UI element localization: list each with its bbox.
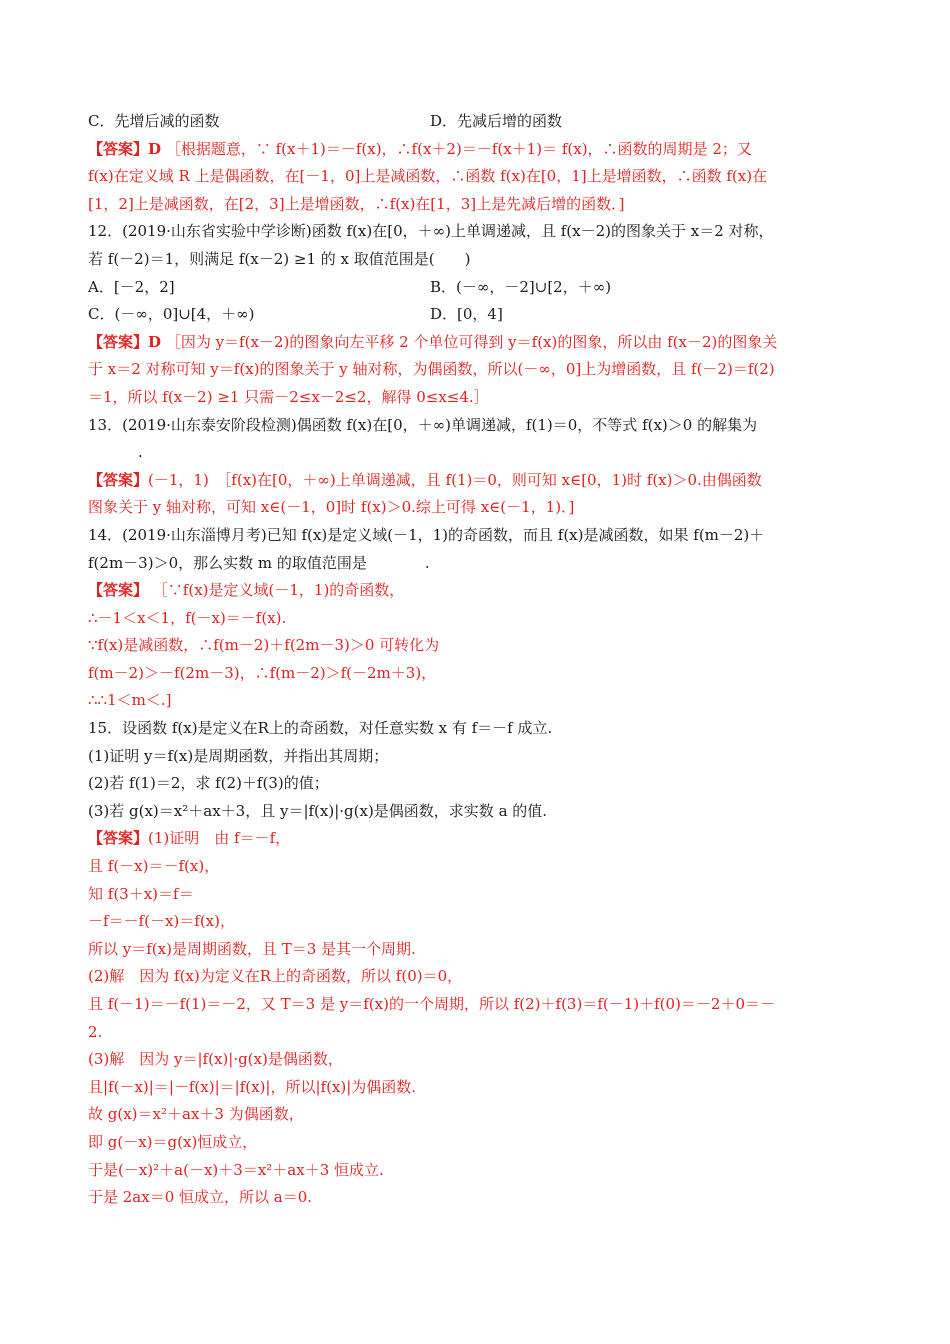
q14-answer-text: ［∵f(x)是定义域(－1，1)的奇函数， [152,581,405,600]
q15-stem-line-1: 15．设函数 f(x)是定义在R上的奇函数，对任意实数 x 有 f＝－f 成立. [88,719,553,738]
q11-option-c: C．先增后减的函数 [88,112,220,130]
q15-answer-line-3: 知 f(3＋x)＝f＝ [88,884,194,903]
q12-answer-line-3: ＝1，所以 f(x－2) ≥1 只需－2≤x－2≤2，解得 0≤x≤4.］ [88,387,489,406]
q12-option-a: A．[－2，2] [88,277,175,296]
q15-answer-line-14: 于是 2ax＝0 恒成立，所以 a＝0. [88,1188,313,1207]
q15-answer-line-4: －f＝－f(－x)＝f(x)， [88,912,235,931]
answer-tag: 【答案】 [88,470,149,489]
q15-answer-line-5: 所以 y＝f(x)是周期函数，且 T＝3 是其一个周期. [88,939,416,958]
q15-answer-line-10: 且|f(－x)|＝|－f(x)|＝|f(x)|，所以|f(x)|为偶函数. [88,1077,417,1096]
q15-answer-line-9: (3)解 因为 y＝|f(x)|·g(x)是偶函数， [88,1050,343,1069]
q15-answer-line-8: 2. [88,1022,103,1041]
q14-stem-line-1: 14．(2019·山东淄博月考)已知 f(x)是定义域(－1，1)的奇函数，而且 f(x)是减函数，如果 f(m－2)＋ [88,525,765,544]
q14-stem-text: f(2m－3)＞0，那么实数 m 的取值范围是 [88,553,367,572]
q13-stem-line-2 [88,439,868,467]
q11-options [88,108,868,136]
q13-stem-end: . [138,443,143,462]
q15-stem-line-2: (1)证明 y＝f(x)是周期函数，并指出其周期； [88,746,389,765]
q11-option-d: D．先减后增的函数 [430,112,563,130]
q15-stem-line-3: (2)若 f(1)＝2，求 f(2)＋f(3)的值； [88,774,329,793]
q15-answer-text: (1)证明 由 f＝－f， [148,829,291,848]
q11-answer-line-1 [88,136,868,164]
q15-stem-line-4: (3)若 g(x)＝x²＋ax＋3，且 y＝|f(x)|·g(x)是偶函数，求实数 a 的值. [88,801,548,820]
q14-answer-line-4: f(m－2)＞－f(2m－3)，∴f(m－2)＞f(－2m＋3)， [88,663,437,682]
q15-answer-line-11: 故 g(x)＝x²＋ax＋3 为偶函数， [88,1105,304,1124]
answer-tag: 【答案】 [88,581,149,600]
q14-answer-line-1 [88,577,868,605]
answer-tag: 【答案】 [88,332,149,351]
q13-answer-line-2: 图象关于 y 轴对称，可知 x∈(－1，0]时 f(x)＞0.综上可得 x∈(－1，1)．] [88,498,575,517]
answer-tag: 【答案】 [88,829,149,848]
q12-stem-line-2: 若 f(－2)＝1，则满足 f(x－2) ≥1 的 x 取值范围是( ) [88,249,471,268]
q15-answer-line-13: 于是(－x)²＋a(－x)＋3＝x²＋ax＋3 恒成立. [88,1160,384,1179]
q13-stem-text: 13．(2019·山东泰安阶段检测)偶函数 f(x)在[0，＋∞)单调递减，f(1)＝0，不等式 f(x)＞0 的解集为 [88,415,758,434]
q15-answer-line-7: 且 f(－1)＝－f(1)＝－2，又 T＝3 是 y＝f(x)的一个周期，所以 f(2)＋f(3)＝f(－1)＋f(0)＝－2＋0＝－ [88,995,776,1013]
document-page [88,108,868,1212]
q12-option-d: D．[0，4] [430,305,503,324]
q12-answer-line-2: 于 x＝2 对称可知 y＝f(x)的图象关于 y 轴对称，为偶函数，所以(－∞，0]上为增函数，且 f(－2)＝f(2) [88,360,775,379]
q14-stem-line-2 [88,550,868,578]
q11-answer-text: ［根据题意，∵ f(x＋1)＝－f(x)，∴f(x＋2)＝－f(x＋1)＝ f(x)，∴函数的周期是 2；又 [165,139,752,158]
q12-option-c: C．(－∞，0]∪[4，＋∞) [88,305,255,324]
q14-answer-line-2: ∴－1＜x＜1，f(－x)＝－f(x). [88,608,287,627]
q12-option-b: B．(－∞，－2]∪[2，＋∞) [430,277,612,296]
answer-tag: 【答案】 [88,139,149,158]
q14-stem-end: . [424,553,430,572]
q12-answer-letter: D [148,332,162,351]
q11-answer-letter: D [148,139,162,158]
q13-answer-blank-cont [88,439,138,467]
q14-answer-blank [367,550,425,578]
q15-answer-line-6: (2)解 因为 f(x)为定义在R上的奇函数，所以 f(0)＝0， [88,967,463,986]
q12-answer-text: ［因为 y＝f(x－2)的图象向左平移 2 个单位可得到 y＝f(x)的图象，所以由 f(x－2)的图象关 [165,332,778,351]
q12-options-cd [88,301,868,329]
q13-answer-text: (－1，1) ［f(x)在[0，＋∞)上单调递减，且 f(1)＝0，则可知 x∈[0，1)时 f(x)＞0.由偶函数 [148,470,762,489]
q14-answer-line-3: ∵f(x)是减函数，∴f(m－2)＋f(2m－3)＞0 可转化为 [88,636,440,655]
q12-stem-line-1: 12．(2019·山东省实验中学诊断)函数 f(x)在[0，＋∞)上单调递减，且 f(x－2)的图象关于 x＝2 对称， [88,222,774,241]
q14-answer-line-5: ∴∴1＜m＜.] [88,691,172,710]
q12-answer-line-1 [88,329,868,357]
q15-answer-line-1 [88,825,868,853]
q13-stem-line-1 [88,412,868,440]
q11-answer-line-2: f(x)在定义域 R 上是偶函数，在[－1，0]上是减函数，∴函数 f(x)在[0，1]上是增函数，∴函数 f(x)在 [88,167,768,186]
q15-answer-line-2: 且 f(－x)＝－f(x)， [88,857,220,876]
q13-answer-blank [757,412,781,440]
q13-answer-line-1 [88,467,868,495]
q12-options-ab [88,274,868,302]
q15-answer-line-12: 即 g(－x)＝g(x)恒成立， [88,1132,258,1151]
q11-answer-line-3: [1，2]上是减函数，在[2，3]上是增函数，∴f(x)在[1，3]上是先减后增的函数．] [88,194,625,213]
